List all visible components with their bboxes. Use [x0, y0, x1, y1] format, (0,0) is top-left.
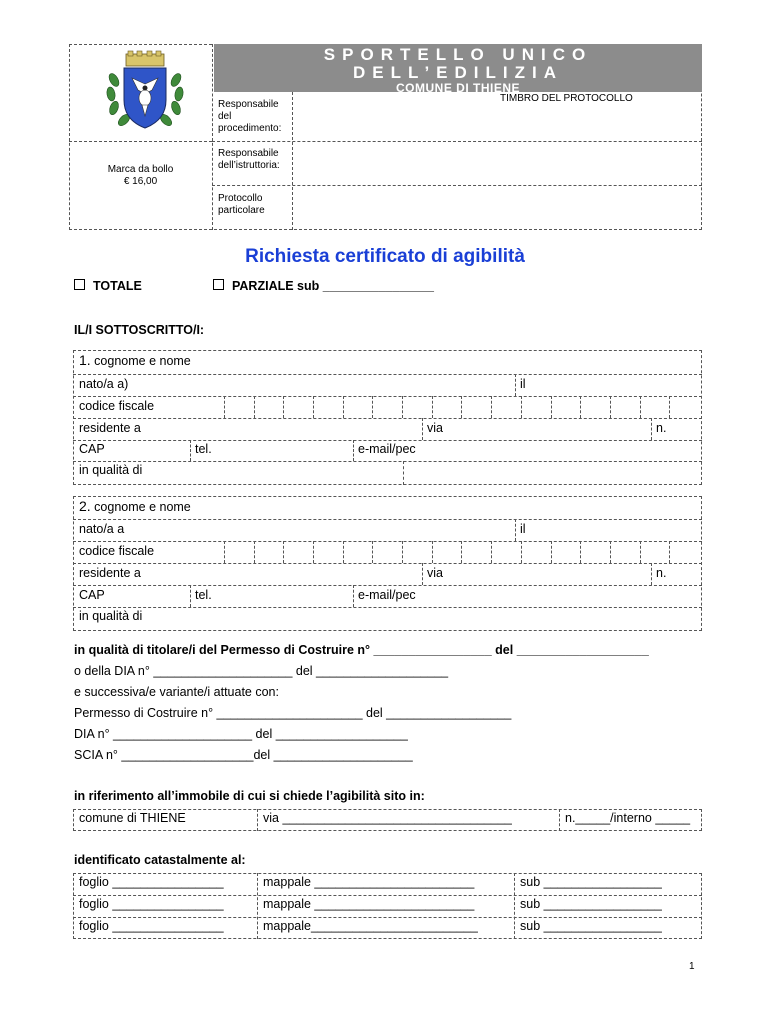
person2-tel-label[interactable]: tel. — [195, 588, 212, 602]
person1-qualita-label[interactable]: in qualità di — [79, 463, 143, 477]
dia-line[interactable]: o della DIA n° ____________________ del ___________________ — [74, 664, 449, 678]
resp-istruttoria-field[interactable] — [293, 142, 493, 184]
marca-bollo-label — [69, 164, 212, 188]
person2-cognome-label[interactable] — [79, 499, 191, 515]
protocollo-field[interactable] — [293, 186, 493, 229]
catasto-foglio-2[interactable]: foglio ________________ — [79, 897, 224, 911]
person2-qualita-label[interactable]: in qualità di — [79, 609, 143, 623]
person2-residente-label[interactable]: residente a — [79, 566, 141, 580]
person2-nato-label[interactable]: nato/a a — [79, 522, 125, 536]
parziale-label: PARZIALE sub ________________ — [232, 279, 434, 293]
option-totale[interactable] — [74, 279, 142, 293]
immobile-comune: comune di THIENE — [79, 811, 186, 825]
person1-residente-label[interactable]: residente a — [79, 421, 141, 435]
totale-checkbox[interactable] — [74, 279, 85, 290]
banner-line2: DELL’EDILIZIA — [353, 63, 563, 82]
catasto-mappale-1[interactable]: mappale _______________________ — [263, 875, 475, 889]
person1-via-label[interactable]: via — [427, 421, 443, 435]
person1-number: 1. — [79, 352, 91, 368]
person2-n-label[interactable]: n. — [656, 566, 667, 580]
catasto-sub-3[interactable]: sub _________________ — [520, 919, 662, 933]
person2-number: 2. — [79, 498, 91, 514]
parziale-checkbox[interactable] — [213, 279, 224, 290]
resp-procedimento-field[interactable] — [293, 93, 493, 140]
protocollo-label: Protocollo particolare — [218, 193, 265, 216]
successive-line: e successiva/e variante/i attuate con: — [74, 685, 279, 699]
person1-email-label[interactable]: e-mail/pec — [358, 442, 416, 456]
timbro-label: TIMBRO DEL PROTOCOLLO — [500, 93, 633, 104]
person1-cognome-text: cognome e nome — [94, 354, 191, 368]
header-banner — [214, 44, 702, 95]
person2-email-label[interactable]: e-mail/pec — [358, 588, 416, 602]
catasto-foglio-1[interactable]: foglio ________________ — [79, 875, 224, 889]
sottoscritto-heading: IL/I SOTTOSCRITTO/I: — [74, 323, 205, 337]
titolare-permesso-line[interactable]: in qualità di titolare/i del Permesso di Costruire n° _________________ del ___________________ — [74, 643, 649, 657]
totale-label: TOTALE — [93, 279, 142, 293]
resp-procedimento-label: Responsabile del procedimento: — [218, 99, 282, 134]
marca-bollo-amount: € 16,00 — [123, 176, 158, 187]
dia2-line[interactable]: DIA n° ____________________ del ___________________ — [74, 727, 408, 741]
person1-n-label[interactable]: n. — [656, 421, 667, 435]
catasto-mappale-2[interactable]: mappale _______________________ — [263, 897, 475, 911]
person1-tel-label[interactable]: tel. — [195, 442, 212, 456]
person1-cognome-label[interactable] — [79, 353, 191, 369]
person1-cf-label[interactable]: codice fiscale — [79, 399, 155, 413]
catasto-sub-2[interactable]: sub _________________ — [520, 897, 662, 911]
page-number: 1 — [689, 961, 695, 972]
comune-coat-of-arms-logo — [100, 50, 190, 136]
person2-il-label[interactable]: il — [520, 522, 526, 536]
banner-line3: COMUNE DI THIENE — [395, 81, 520, 95]
person2-cf-label[interactable]: codice fiscale — [79, 544, 155, 558]
catasto-mappale-3[interactable]: mappale________________________ — [263, 919, 478, 933]
resp-istruttoria-label: Responsabile dell’istruttoria: — [218, 148, 280, 171]
banner-line1: SPORTELLO UNICO — [323, 45, 593, 64]
page-title: Richiesta certificato di agibilità — [245, 246, 525, 267]
immobile-heading: in riferimento all’immobile di cui si chiede l’agibilità sito in: — [74, 789, 425, 803]
catasto-foglio-3[interactable]: foglio ________________ — [79, 919, 224, 933]
person2-via-label[interactable]: via — [427, 566, 443, 580]
person1-il-label[interactable]: il — [520, 377, 526, 391]
catasto-heading: identificato catastalmente al: — [74, 853, 246, 867]
pdc-line[interactable]: Permesso di Costruire n° _____________________ del __________________ — [74, 706, 512, 720]
marca-bollo-text: Marca da bollo — [107, 164, 174, 175]
person2-cognome-text: cognome e nome — [94, 500, 191, 514]
scia-line[interactable]: SCIA n° ___________________del ____________________ — [74, 748, 413, 762]
person1-nato-label[interactable]: nato/a a) — [79, 377, 129, 391]
option-parziale[interactable] — [213, 279, 434, 293]
person2-cap-label[interactable]: CAP — [79, 588, 105, 602]
catasto-sub-1[interactable]: sub _________________ — [520, 875, 662, 889]
immobile-interno[interactable]: n._____/interno _____ — [565, 811, 691, 825]
person1-cap-label[interactable]: CAP — [79, 442, 105, 456]
immobile-via[interactable]: via _________________________________ — [263, 811, 512, 825]
